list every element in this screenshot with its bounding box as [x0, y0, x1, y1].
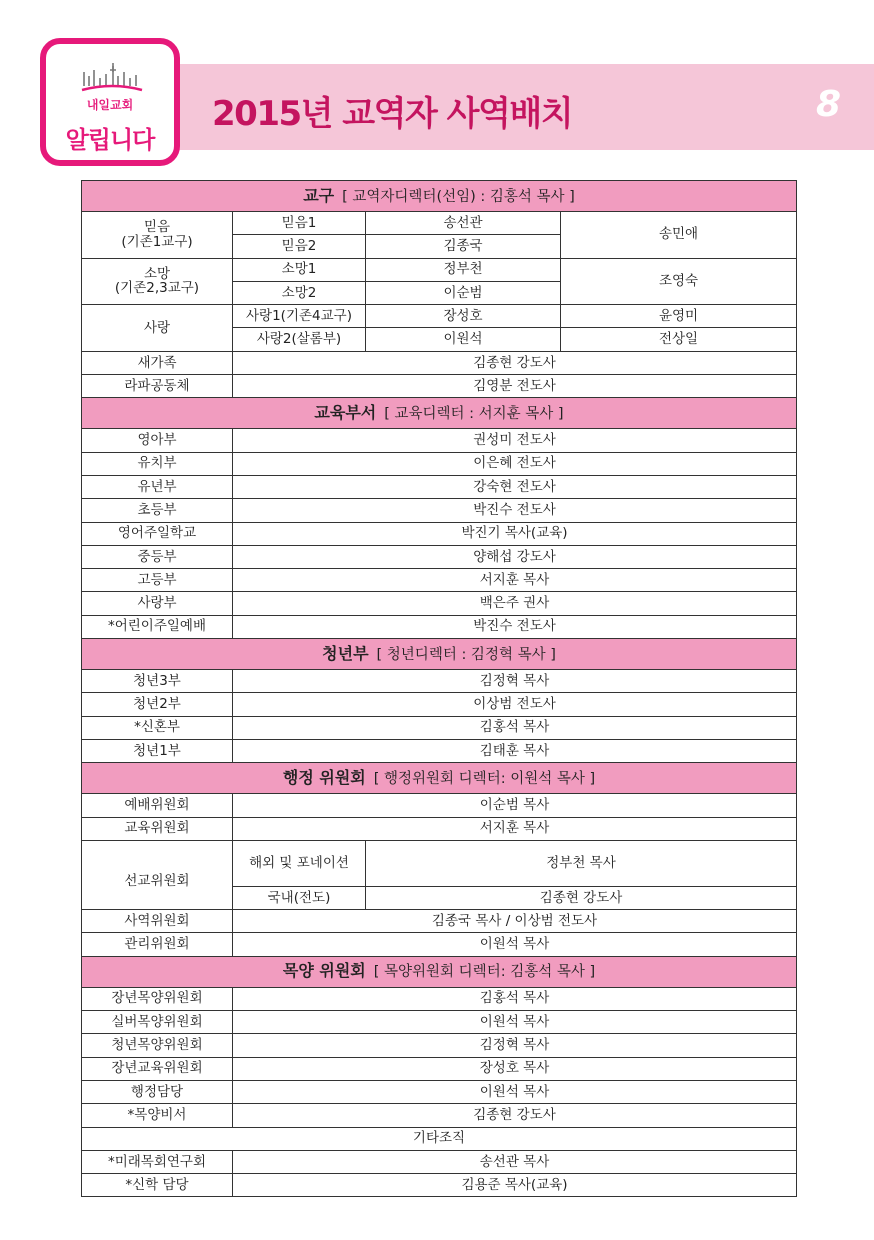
dept-cell: 중등부 — [82, 545, 233, 568]
dept-cell: 라파공동체 — [82, 375, 233, 398]
table-row — [82, 987, 797, 1010]
table-row — [82, 840, 797, 886]
person-cell: 정부천 목사 — [366, 840, 797, 886]
table-row — [82, 212, 797, 235]
section-header-admin — [82, 763, 797, 794]
table-row — [82, 1057, 797, 1080]
person-cell: 이원석 목사 — [233, 933, 797, 956]
dept-cell: 청년1부 — [82, 739, 233, 762]
dept-cell: 장년교육위원회 — [82, 1057, 233, 1080]
person-cell: 이상범 전도사 — [233, 693, 797, 716]
dept-cell: 관리위원회 — [82, 933, 233, 956]
table-row — [82, 258, 797, 281]
table-row — [82, 429, 797, 452]
table-row — [82, 910, 797, 933]
person-cell: 양해섭 강도사 — [233, 545, 797, 568]
table-row — [82, 592, 797, 615]
table-row — [82, 351, 797, 374]
person-cell: 김종현 강도사 — [233, 351, 797, 374]
person-cell: 강숙현 전도사 — [233, 475, 797, 498]
sub-dept-cell: 사랑1(기존4교구) — [233, 305, 366, 328]
person-cell: 김용준 목사(교육) — [233, 1174, 797, 1197]
section-title: 교육부서 — [314, 402, 377, 422]
section-title: 교구 — [303, 185, 335, 205]
church-name: 내일교회 — [86, 98, 134, 112]
section-header-other — [82, 1127, 797, 1150]
table-row — [82, 1104, 797, 1127]
person-cell: 김영분 전도사 — [233, 375, 797, 398]
table-row — [82, 1034, 797, 1057]
table-row — [82, 545, 797, 568]
person-cell: 송선관 목사 — [233, 1150, 797, 1173]
person-cell: 박진수 전도사 — [233, 499, 797, 522]
dept-cell: 믿음 (기존1교구) — [82, 212, 233, 259]
sub-dept-cell: 믿음1 — [233, 212, 366, 235]
table-row — [82, 475, 797, 498]
section-title: 행정 위원회 — [282, 767, 366, 787]
dept-cell: 사랑 — [82, 305, 233, 352]
dept-cell: 소망 (기존2,3교구) — [82, 258, 233, 305]
table-row — [82, 1174, 797, 1197]
table-row — [82, 739, 797, 762]
person-cell: 박진기 목사(교육) — [233, 522, 797, 545]
person-cell: 이순범 목사 — [233, 794, 797, 817]
person-cell: 송선관 — [366, 212, 561, 235]
person-cell: 김종국 — [366, 235, 561, 258]
table-row — [82, 693, 797, 716]
church-skyline-icon — [80, 62, 144, 96]
table-row — [82, 615, 797, 638]
table-row — [82, 522, 797, 545]
table-row — [82, 452, 797, 475]
person-cell: 장성호 목사 — [233, 1057, 797, 1080]
person-cell: 이원석 목사 — [233, 1011, 797, 1034]
sub-dept-cell: 소망2 — [233, 281, 366, 304]
person-cell: 김홍석 목사 — [233, 716, 797, 739]
dept-cell: 새가족 — [82, 351, 233, 374]
dept-cell: 고등부 — [82, 569, 233, 592]
dept-cell: *신학 담당 — [82, 1174, 233, 1197]
person-cell: 권성미 전도사 — [233, 429, 797, 452]
dept-cell: 교육위원회 — [82, 817, 233, 840]
person-cell: 김홍석 목사 — [233, 987, 797, 1010]
dept-cell: 사역위원회 — [82, 910, 233, 933]
dept-cell: 영아부 — [82, 429, 233, 452]
sub-dept-cell: 믿음2 — [233, 235, 366, 258]
table-row — [82, 670, 797, 693]
table-row — [82, 305, 797, 328]
staff-assignment-table — [81, 180, 797, 1197]
person-cell: 김종국 목사 / 이상범 전도사 — [233, 910, 797, 933]
dept-cell: 유치부 — [82, 452, 233, 475]
dept-cell: *미래목회연구회 — [82, 1150, 233, 1173]
section-title: 목양 위원회 — [282, 961, 366, 981]
person-cell: 서지훈 목사 — [233, 817, 797, 840]
person-cell: 김정혁 목사 — [233, 670, 797, 693]
section-director: [ 청년디렉터 : 김정혁 목사 ] — [376, 646, 556, 663]
page-title: 2015년 교역자 사역배치 — [212, 94, 573, 134]
church-logo-box — [40, 38, 180, 166]
assistant-cell: 조영숙 — [561, 258, 797, 305]
assistant-cell: 송민애 — [561, 212, 797, 259]
dept-cell: 행정담당 — [82, 1080, 233, 1103]
table-row — [82, 817, 797, 840]
dept-cell: 사랑부 — [82, 592, 233, 615]
person-cell: 김종현 강도사 — [233, 1104, 797, 1127]
person-cell: 이순범 — [366, 281, 561, 304]
dept-cell: 청년3부 — [82, 670, 233, 693]
dept-cell: 유년부 — [82, 475, 233, 498]
table-row — [82, 499, 797, 522]
dept-cell: *목양비서 — [82, 1104, 233, 1127]
dept-cell: 청년2부 — [82, 693, 233, 716]
table-row — [82, 1080, 797, 1103]
person-cell: 김태훈 목사 — [233, 739, 797, 762]
table-row — [82, 716, 797, 739]
sub-dept-cell: 국내(전도) — [233, 886, 366, 909]
sub-dept-cell: 해외 및 포네이션 — [233, 840, 366, 886]
dept-cell: *어린이주일예배 — [82, 615, 233, 638]
person-cell: 김종현 강도사 — [366, 886, 797, 909]
assistant-cell: 전상일 — [561, 328, 797, 351]
section-header-edu — [82, 398, 797, 429]
dept-cell: 청년목양위원회 — [82, 1034, 233, 1057]
table-row — [82, 1150, 797, 1173]
notice-label: 알립니다 — [65, 126, 155, 154]
table-row — [82, 794, 797, 817]
table-row — [82, 375, 797, 398]
dept-cell: 영어주일학교 — [82, 522, 233, 545]
dept-cell: 초등부 — [82, 499, 233, 522]
section-director: [ 행정위원회 디렉터: 이원석 목사 ] — [373, 770, 596, 787]
section-title: 기타조직 — [82, 1127, 797, 1150]
section-director: [ 목양위원회 디렉터: 김홍석 목사 ] — [373, 964, 596, 981]
dept-cell: *신혼부 — [82, 716, 233, 739]
person-cell: 백은주 권사 — [233, 592, 797, 615]
person-cell: 박진수 전도사 — [233, 615, 797, 638]
person-cell: 이은혜 전도사 — [233, 452, 797, 475]
person-cell: 장성호 — [366, 305, 561, 328]
dept-cell: 예배위원회 — [82, 794, 233, 817]
assistant-cell: 윤영미 — [561, 305, 797, 328]
person-cell: 서지훈 목사 — [233, 569, 797, 592]
section-director: [ 교역자디렉터(선임) : 김홍석 목사 ] — [342, 188, 575, 205]
section-director: [ 교육디렉터 : 서지훈 목사 ] — [384, 405, 564, 422]
section-header-gyogu — [82, 181, 797, 212]
section-header-youth — [82, 639, 797, 670]
table-row — [82, 569, 797, 592]
dept-cell: 장년목양위원회 — [82, 987, 233, 1010]
table-row — [82, 933, 797, 956]
sub-dept-cell: 사랑2(살롬부) — [233, 328, 366, 351]
person-cell: 이원석 목사 — [233, 1080, 797, 1103]
dept-cell: 실버목양위원회 — [82, 1011, 233, 1034]
section-header-pastoral — [82, 956, 797, 987]
table-row — [82, 1011, 797, 1034]
section-title: 청년부 — [322, 643, 369, 663]
page-number: 8 — [816, 84, 842, 125]
sub-dept-cell: 소망1 — [233, 258, 366, 281]
person-cell: 김정혁 목사 — [233, 1034, 797, 1057]
person-cell: 정부천 — [366, 258, 561, 281]
person-cell: 이원석 — [366, 328, 561, 351]
dept-cell: 선교위원회 — [82, 840, 233, 909]
